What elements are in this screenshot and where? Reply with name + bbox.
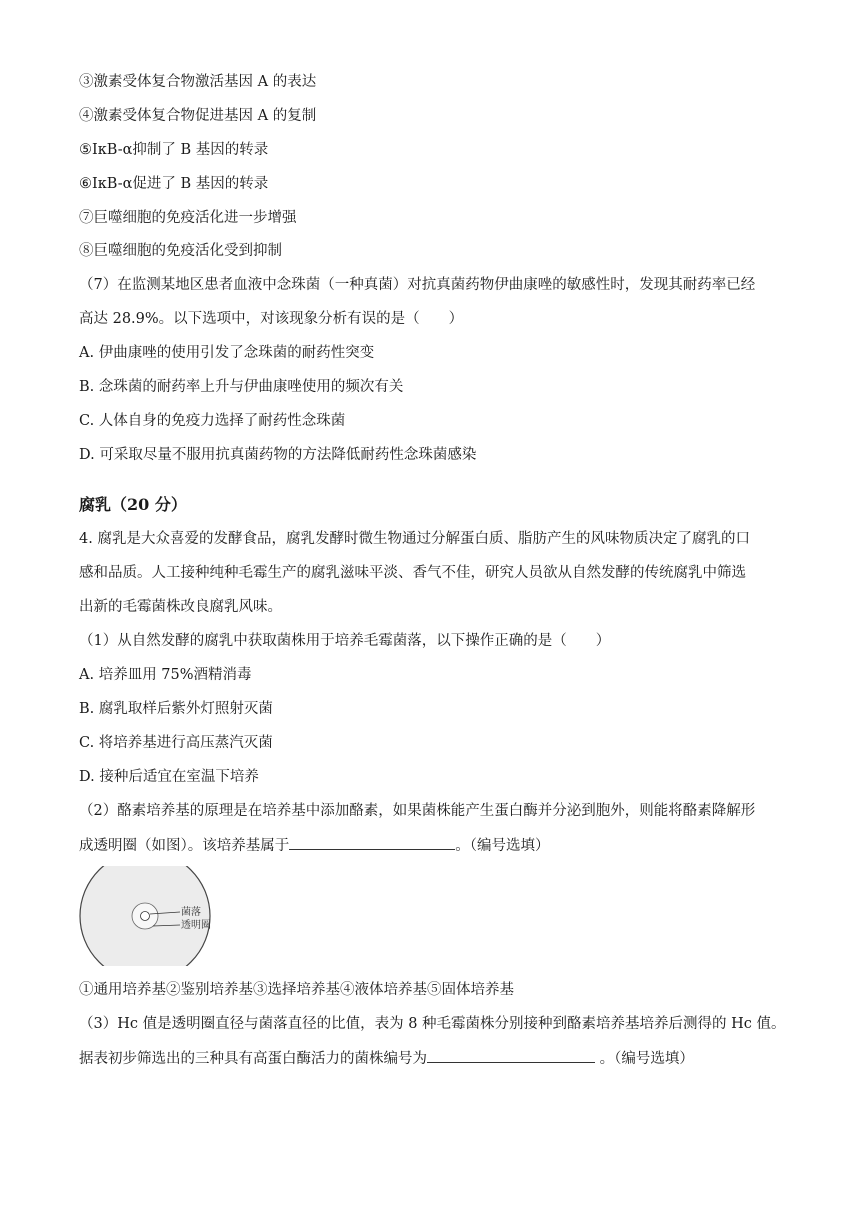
q4-sub1-option-a: A. 培养皿用 75%酒精消毒 bbox=[79, 667, 252, 683]
petri-dish-figure bbox=[78, 866, 238, 966]
q4-sub2-line2-post: 。（编号选填） bbox=[455, 838, 550, 854]
q4-sub3-line2-pre: 据表初步筛选出的三种具有高蛋白酶活力的菌株编号为 bbox=[79, 1051, 427, 1067]
q4-sub3-line2-post: 。（编号选填） bbox=[595, 1051, 694, 1067]
q4-sub3-line2 bbox=[79, 1048, 694, 1069]
q4-sub1-option-c: C. 将培养基进行高压蒸汽灭菌 bbox=[79, 735, 273, 751]
option-line-5: ⑤IκB-α抑制了 B 基因的转录 bbox=[79, 142, 269, 158]
halo-label: 透明圈 bbox=[181, 920, 211, 931]
colony bbox=[141, 912, 150, 921]
q4-intro-line1: 4. 腐乳是大众喜爱的发酵食品，腐乳发酵时微生物通过分解蛋白质、脂肪产生的风味物质决定了腐乳的口 bbox=[79, 531, 750, 547]
q4-sub1-option-b: B. 腐乳取样后紫外灯照射灭菌 bbox=[79, 701, 273, 717]
q4-sub1-option-d: D. 接种后适宜在室温下培养 bbox=[79, 769, 259, 785]
q4-intro-line3: 出新的毛霉菌株改良腐乳风味。 bbox=[79, 599, 282, 615]
q4-intro-line2: 感和品质。人工接种纯种毛霉生产的腐乳滋味平淡、香气不佳，研究人员欲从自然发酵的传统腐乳中筛选 bbox=[79, 565, 746, 581]
q7-option-a: A. 伊曲康唑的使用引发了念珠菌的耐药性突变 bbox=[79, 345, 375, 361]
q4-sub2-line2-pre: 成透明圈（如图）。该培养基属于 bbox=[79, 838, 290, 854]
q7-stem-line1: （7）在监测某地区患者血液中念珠菌（一种真菌）对抗真菌药物伊曲康唑的敏感性时，发现其耐药率已经 bbox=[79, 277, 756, 293]
q4-sub1-stem: （1）从自然发酵的腐乳中获取菌株用于培养毛霉菌落，以下操作正确的是（ ） bbox=[79, 633, 611, 649]
section-title: 腐乳（20 分） bbox=[79, 495, 187, 514]
q7-stem-line2: 高达 28.9%。以下选项中，对该现象分析有误的是（ ） bbox=[79, 311, 464, 327]
q4-sub2-line1: （2）酪素培养基的原理是在培养基中添加酪素，如果菌株能产生蛋白酶并分泌到胞外，则能将酪素降解形 bbox=[79, 803, 756, 819]
answer-blank-sub3[interactable] bbox=[427, 1048, 595, 1063]
option-line-7: ⑦巨噬细胞的免疫活化进一步增强 bbox=[79, 210, 297, 226]
q4-sub3-line1: （3）Hc 值是透明圈直径与菌落直径的比值，表为 8 种毛霉菌株分别接种到酪素培养基培养后测得的 Hc 值。 bbox=[79, 1016, 786, 1032]
q7-option-d: D. 可采取尽量不服用抗真菌药物的方法降低耐药性念珠菌感染 bbox=[79, 447, 477, 463]
option-line-6: ⑥IκB-α促进了 B 基因的转录 bbox=[79, 176, 269, 192]
option-line-8: ⑧巨噬细胞的免疫活化受到抑制 bbox=[79, 243, 282, 259]
option-line-3: ③激素受体复合物激活基因 A 的表达 bbox=[79, 74, 317, 90]
q7-option-c: C. 人体自身的免疫力选择了耐药性念珠菌 bbox=[79, 413, 346, 429]
answer-blank-sub2[interactable] bbox=[289, 835, 455, 850]
option-line-4: ④激素受体复合物促进基因 A 的复制 bbox=[79, 108, 317, 124]
q4-sub2-line2 bbox=[79, 835, 550, 856]
colony-label: 菌落 bbox=[181, 907, 201, 918]
q4-sub2-choices: ①通用培养基②鉴别培养基③选择培养基④液体培养基⑤固体培养基 bbox=[79, 982, 514, 998]
q7-option-b: B. 念珠菌的耐药率上升与伊曲康唑使用的频次有关 bbox=[79, 379, 404, 395]
